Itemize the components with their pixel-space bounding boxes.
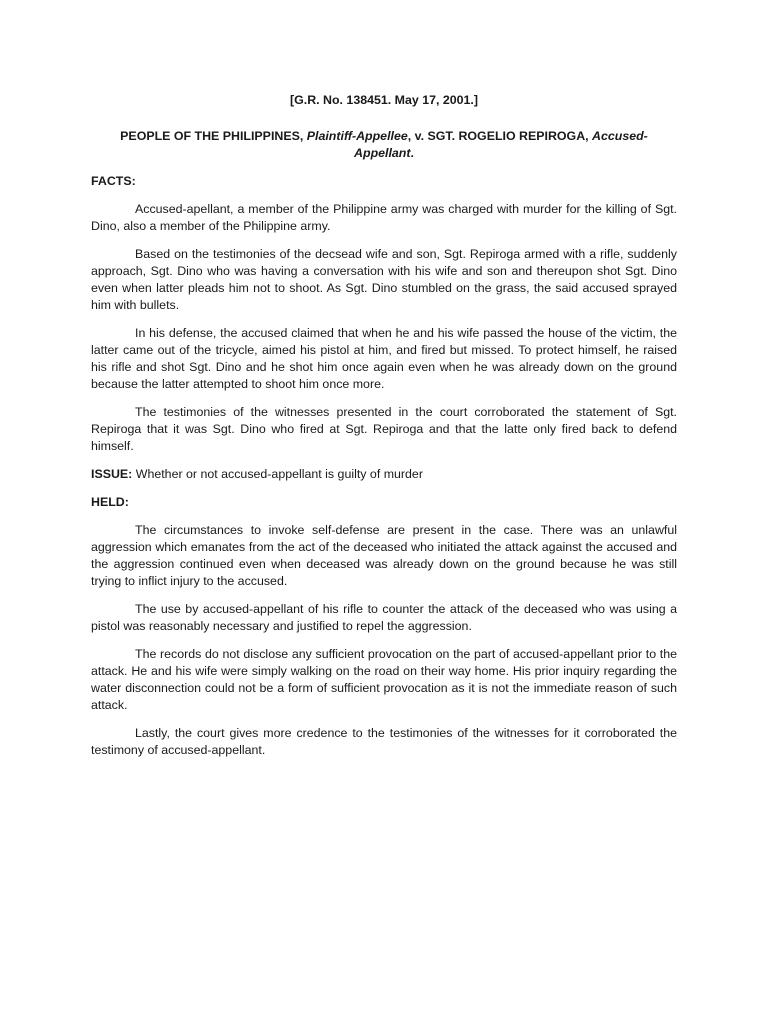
held-paragraph: The use by accused-appellant of his rifle to counter the attack of the deceased who was using a pistol was reasonably necessary and justified to repel the aggression. — [91, 602, 677, 633]
issue-text: Whether or not accused-appellant is guilty of murder — [132, 467, 423, 481]
plaintiff-name: PEOPLE OF THE PHILIPPINES, — [120, 129, 307, 143]
versus-defendant: , v. SGT. ROGELIO REPIROGA, — [407, 129, 593, 143]
facts-paragraph: In his defense, the accused claimed that when he and his wife passed the house of the victim, the latter came out of the tricycle, aimed his pistol at him, and fired but missed. To protect himself, he raised his rifle and shot Sgt. Dino and he shot him once again even when he was already down on the ground because the latter attempted to shoot him once more. — [91, 326, 677, 391]
held-paragraph: The circumstances to invoke self-defense are present in the case. There was an unlawful aggression which emanates from the act of the deceased who initiated the attack against the accused and the aggression continued even when deceased was already down on the ground because he was still trying to inflict injury to the accused. — [91, 523, 677, 588]
held-heading: HELD: — [91, 495, 129, 509]
plaintiff-role: Plaintiff-Appellee — [306, 129, 408, 143]
held-paragraph: The records do not disclose any sufficient provocation on the part of accused-appellant prior to the attack. He and his wife were simply walking on the road on their way home. His prior inquiry regarding the water disconnection could not be a form of sufficient provocation as it is not the immediate reason of such attack. — [91, 647, 677, 712]
accused-role: Accused-Appellant — [354, 129, 648, 160]
facts-paragraph: Based on the testimonies of the decsead wife and son, Sgt. Repiroga armed with a rifle, suddenly approach, Sgt. Dino who was having a conversation with his wife and son and thereupon shot Sgt. Dino even when latter pleads him not to shoot. As Sgt. Dino stumbled on the grass, the said accused sprayed him with bullets. — [91, 247, 677, 312]
case-citation: [G.R. No. 138451. May 17, 2001.] — [289, 93, 479, 107]
held-paragraph: Lastly, the court gives more credence to the testimonies of the witnesses for it corroborated the testimony of accused-appellant. — [91, 726, 677, 757]
facts-heading: FACTS: — [91, 174, 136, 188]
facts-paragraph: Accused-apellant, a member of the Philippine army was charged with murder for the killing of Sgt. Dino, also a member of the Philippine army. — [91, 202, 677, 233]
parties-end: . — [410, 146, 414, 160]
issue-label: ISSUE: — [91, 467, 133, 481]
case-parties — [91, 128, 677, 162]
facts-paragraph: The testimonies of the witnesses presented in the court corroborated the statement of Sgt. Repiroga that it was Sgt. Dino who fired at Sgt. Repiroga and that the latte only fired back to defend himself. — [91, 405, 677, 453]
issue-line — [91, 466, 677, 483]
